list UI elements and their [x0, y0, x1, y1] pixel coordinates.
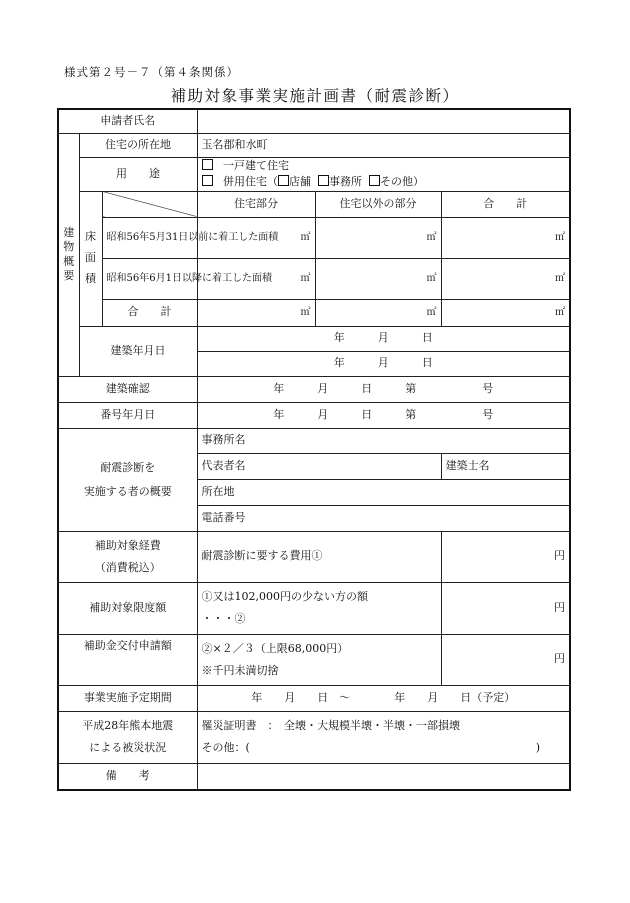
office-name-field[interactable]: 事務所名	[197, 428, 570, 453]
col-total: 合 計	[441, 191, 570, 217]
col-residential: 住宅部分	[197, 191, 315, 217]
row-total-label: 合 計	[102, 299, 197, 326]
period-label: 事業実施予定期間	[58, 685, 197, 711]
grant-desc-1: ②×２／３（上限68,000円）	[201, 641, 349, 655]
cost-label	[58, 531, 197, 582]
built-date-field-2[interactable]: 年 月 日	[197, 351, 570, 376]
area-total-residential[interactable]: ㎡	[197, 299, 315, 326]
area-after-other[interactable]: ㎡	[315, 258, 441, 299]
diagnoser-label-2: 実施する者の概要	[83, 484, 172, 498]
disaster-label	[58, 711, 197, 763]
disaster-cert[interactable]: 罹災証明書 ： 全壊・大規模半壊・半壊・一部損壊	[201, 719, 460, 732]
checkbox-mixed-use[interactable]	[202, 175, 213, 186]
remarks-field[interactable]	[197, 763, 570, 790]
area-total-total[interactable]: ㎡	[441, 299, 570, 326]
built-date-label: 建築年月日	[79, 326, 197, 376]
confirm-label-2: 番号年月日	[58, 402, 197, 428]
row-before-label: 昭和56年5月31日以前に着工した面積	[102, 217, 197, 258]
use-sub-shop: 店舗	[289, 175, 311, 188]
grant-amount-field[interactable]: 円	[441, 634, 570, 685]
disaster-label-1: 平成28年熊本地震	[82, 719, 174, 732]
page-title: 補助対象事業実施計画書（耐震診断）	[170, 87, 460, 105]
limit-desc-2: ・・・②	[201, 612, 246, 625]
confirm-field-2[interactable]: 年 月 日 第 号	[197, 402, 570, 428]
grant-desc	[197, 634, 441, 685]
phone-field[interactable]: 電話番号	[197, 505, 570, 531]
representative-field[interactable]: 代表者名	[197, 453, 441, 479]
cost-label-2: （消費税込）	[94, 560, 161, 574]
limit-amount-field[interactable]: 円	[441, 582, 570, 634]
address-label: 住宅の所在地	[79, 133, 197, 157]
checkbox-detached[interactable]	[202, 159, 213, 170]
diagonal-cell	[102, 191, 197, 217]
cost-desc: 耐震診断に要する費用①	[197, 531, 441, 582]
diagnoser-label-1: 耐震診断を	[100, 461, 156, 475]
confirm-label-1: 建築確認	[58, 376, 197, 402]
building-section-label: 建 物 概 要	[58, 133, 79, 376]
use-option-detached: 一戸建て住宅	[223, 159, 289, 173]
use-sub-office: 事務所	[329, 175, 362, 188]
applicant-name-field[interactable]	[197, 109, 570, 133]
form-number: 様式第２号－７（第４条関係）	[64, 65, 239, 79]
use-sub-other: その他）	[380, 175, 424, 188]
area-after-total[interactable]: ㎡	[441, 258, 570, 299]
limit-desc-1: ①又は102,000円の少ない方の額	[201, 590, 368, 603]
confirm-field-1[interactable]: 年 月 日 第 号	[197, 376, 570, 402]
limit-desc	[197, 582, 441, 634]
cost-amount-field[interactable]: 円	[441, 531, 570, 582]
checkbox-office[interactable]	[318, 175, 329, 186]
area-before-residential[interactable]: ㎡	[197, 217, 315, 258]
checkbox-other[interactable]	[369, 175, 380, 186]
area-before-total[interactable]: ㎡	[441, 217, 570, 258]
cost-label-1: 補助対象経費	[94, 538, 161, 552]
use-label: 用 途	[79, 157, 197, 191]
architect-field[interactable]: 建築士名	[441, 453, 570, 479]
area-after-residential[interactable]: ㎡	[197, 258, 315, 299]
floor-area-label: 床 面 積	[79, 191, 102, 326]
use-options	[197, 157, 570, 191]
period-field[interactable]: 年 月 日 ～ 年 月 日（予定）	[197, 685, 570, 711]
area-before-other[interactable]: ㎡	[315, 217, 441, 258]
disaster-field	[197, 711, 570, 763]
checkbox-shop[interactable]	[278, 175, 289, 186]
disaster-other[interactable]: その他：( )	[201, 741, 541, 754]
col-other: 住宅以外の部分	[315, 191, 441, 217]
application-form-table	[57, 108, 571, 791]
applicant-label: 申請者氏名	[58, 109, 197, 133]
disaster-label-2: による被災状況	[89, 741, 167, 754]
limit-label: 補助対象限度額	[58, 582, 197, 634]
row-after-label: 昭和56年6月1日以降に着工した面積	[102, 258, 197, 299]
area-total-other[interactable]: ㎡	[315, 299, 441, 326]
built-date-field-1[interactable]: 年 月 日	[197, 326, 570, 351]
grant-desc-2: ※千円未満切捨	[201, 663, 279, 677]
diagnoser-address-field[interactable]: 所在地	[197, 479, 570, 505]
use-option-mixed: 併用住宅（	[223, 175, 278, 188]
diagnoser-label	[58, 428, 197, 531]
grant-label: 補助金交付申請額	[58, 634, 197, 685]
address-field[interactable]: 玉名郡和水町	[197, 133, 570, 157]
remarks-label: 備 考	[58, 763, 197, 790]
